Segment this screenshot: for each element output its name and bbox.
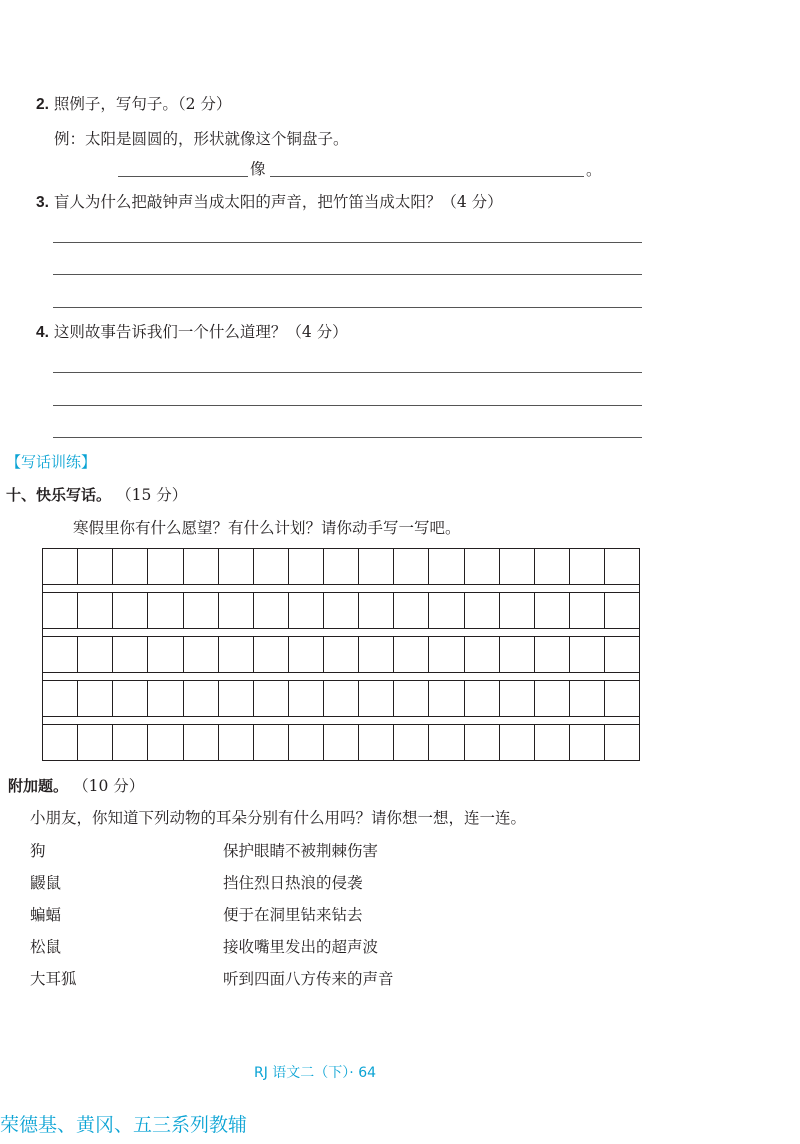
answer-line[interactable]: [53, 437, 642, 438]
function-item[interactable]: 挡住烈日热浪的侵袭: [223, 874, 363, 892]
grid-cell[interactable]: [465, 593, 500, 628]
animal-item[interactable]: 蝙蝠: [30, 906, 62, 924]
grid-cell[interactable]: [43, 637, 78, 672]
grid-cell[interactable]: [113, 725, 148, 760]
grid-cell[interactable]: [500, 637, 535, 672]
grid-cell[interactable]: [184, 593, 219, 628]
answer-line[interactable]: [53, 242, 642, 243]
question-10-prompt: 寒假里你有什么愿望？有什么计划？请你动手写一写吧。: [73, 519, 461, 537]
grid-cell[interactable]: [289, 637, 324, 672]
grid-cell[interactable]: [289, 549, 324, 584]
grid-cell[interactable]: [394, 681, 429, 716]
grid-cell[interactable]: [429, 725, 464, 760]
answer-blank-1[interactable]: [118, 176, 248, 177]
bonus-score: （10 分）: [73, 777, 145, 795]
grid-cell[interactable]: [78, 637, 113, 672]
answer-line[interactable]: [53, 274, 642, 275]
animal-item[interactable]: 大耳狐: [30, 970, 77, 988]
grid-cell[interactable]: [605, 725, 639, 760]
grid-cell[interactable]: [184, 725, 219, 760]
grid-cell[interactable]: [148, 681, 183, 716]
grid-row: [43, 637, 639, 673]
question-3-number: 3.: [36, 194, 49, 211]
animal-item[interactable]: 鼹鼠: [30, 874, 62, 892]
question-2-example: 例：太阳是圆圆的，形状就像这个铜盘子。: [54, 130, 349, 148]
writing-grid[interactable]: [42, 548, 640, 761]
animal-item[interactable]: 松鼠: [30, 938, 62, 956]
grid-cell[interactable]: [148, 725, 183, 760]
question-3: [36, 190, 503, 212]
grid-cell[interactable]: [535, 637, 570, 672]
grid-cell[interactable]: [605, 681, 639, 716]
grid-row: [43, 549, 639, 585]
grid-cell[interactable]: [113, 681, 148, 716]
grid-cell[interactable]: [254, 681, 289, 716]
grid-cell[interactable]: [324, 549, 359, 584]
grid-cell[interactable]: [535, 549, 570, 584]
grid-cell[interactable]: [289, 725, 324, 760]
grid-cell[interactable]: [324, 725, 359, 760]
answer-blank-2[interactable]: [270, 176, 584, 177]
grid-cell[interactable]: [500, 681, 535, 716]
function-item[interactable]: 便于在洞里钻来钻去: [223, 906, 363, 924]
grid-cell[interactable]: [254, 549, 289, 584]
grid-cell[interactable]: [43, 549, 78, 584]
grid-cell[interactable]: [219, 681, 254, 716]
grid-cell[interactable]: [359, 725, 394, 760]
answer-line[interactable]: [53, 405, 642, 406]
connector-word: 像: [250, 160, 266, 178]
grid-cell[interactable]: [359, 681, 394, 716]
grid-cell[interactable]: [289, 681, 324, 716]
grid-cell[interactable]: [43, 725, 78, 760]
grid-cell[interactable]: [605, 593, 639, 628]
grid-row-gap: [43, 629, 639, 637]
bonus-prompt: 小朋友，你知道下列动物的耳朵分别有什么用吗？请你想一想，连一连。: [30, 809, 527, 827]
grid-cell[interactable]: [254, 593, 289, 628]
grid-row-gap: [43, 673, 639, 681]
grid-cell[interactable]: [465, 725, 500, 760]
grid-cell[interactable]: [429, 593, 464, 628]
grid-cell[interactable]: [184, 637, 219, 672]
grid-cell[interactable]: [324, 681, 359, 716]
grid-cell[interactable]: [219, 637, 254, 672]
grid-cell[interactable]: [219, 593, 254, 628]
brand-footer: 荣德基、黄冈、五三系列教辅: [0, 1114, 248, 1136]
grid-cell[interactable]: [535, 681, 570, 716]
grid-cell[interactable]: [78, 549, 113, 584]
grid-cell[interactable]: [219, 725, 254, 760]
question-10-title: 十、快乐写话。: [6, 486, 112, 504]
grid-cell[interactable]: [184, 681, 219, 716]
grid-row-gap: [43, 585, 639, 593]
grid-cell[interactable]: [394, 637, 429, 672]
function-item[interactable]: 听到四面八方传来的声音: [223, 970, 394, 988]
grid-cell[interactable]: [359, 637, 394, 672]
grid-cell[interactable]: [500, 725, 535, 760]
grid-cell[interactable]: [429, 681, 464, 716]
question-10-heading: [6, 483, 187, 505]
question-4: [36, 320, 348, 342]
grid-cell[interactable]: [465, 681, 500, 716]
grid-cell[interactable]: [78, 593, 113, 628]
grid-cell[interactable]: [113, 549, 148, 584]
grid-cell[interactable]: [570, 725, 605, 760]
grid-cell[interactable]: [78, 725, 113, 760]
answer-line[interactable]: [53, 307, 642, 308]
function-item[interactable]: 接收嘴里发出的超声波: [223, 938, 379, 956]
grid-cell[interactable]: [324, 593, 359, 628]
grid-cell[interactable]: [359, 593, 394, 628]
grid-cell[interactable]: [570, 681, 605, 716]
grid-cell[interactable]: [113, 637, 148, 672]
grid-cell[interactable]: [429, 637, 464, 672]
grid-row-gap: [43, 717, 639, 725]
grid-cell[interactable]: [394, 593, 429, 628]
grid-cell[interactable]: [254, 637, 289, 672]
grid-cell[interactable]: [359, 549, 394, 584]
section-tag-writing: 【写话训练】: [6, 453, 97, 471]
grid-cell[interactable]: [43, 681, 78, 716]
question-3-text: 盲人为什么把敲钟声当成太阳的声音，把竹笛当成太阳？（4 分）: [53, 193, 503, 211]
animal-item[interactable]: 狗: [30, 842, 46, 860]
question-10-score: （15 分）: [116, 486, 188, 504]
grid-cell[interactable]: [535, 725, 570, 760]
question-2-text: 照例子，写句子。（2 分）: [53, 95, 232, 113]
grid-cell[interactable]: [219, 549, 254, 584]
grid-cell[interactable]: [148, 637, 183, 672]
grid-cell[interactable]: [394, 725, 429, 760]
grid-cell[interactable]: [429, 549, 464, 584]
grid-cell[interactable]: [289, 593, 324, 628]
grid-cell[interactable]: [535, 593, 570, 628]
grid-cell[interactable]: [148, 593, 183, 628]
bonus-heading: [8, 774, 144, 796]
grid-cell[interactable]: [394, 549, 429, 584]
grid-row: [43, 593, 639, 629]
answer-line[interactable]: [53, 372, 642, 373]
grid-cell[interactable]: [148, 549, 183, 584]
grid-cell[interactable]: [570, 549, 605, 584]
grid-cell[interactable]: [570, 637, 605, 672]
grid-cell[interactable]: [113, 593, 148, 628]
grid-cell[interactable]: [78, 681, 113, 716]
grid-cell[interactable]: [500, 593, 535, 628]
page-number: RJ 语文二（下）· 64: [254, 1065, 377, 1081]
grid-cell[interactable]: [500, 549, 535, 584]
grid-cell[interactable]: [465, 637, 500, 672]
function-item[interactable]: 保护眼睛不被荆棘伤害: [223, 842, 379, 860]
grid-cell[interactable]: [605, 637, 639, 672]
grid-cell[interactable]: [605, 549, 639, 584]
grid-cell[interactable]: [43, 593, 78, 628]
question-2-number: 2.: [36, 96, 49, 113]
grid-row: [43, 725, 639, 761]
grid-cell[interactable]: [570, 593, 605, 628]
question-4-number: 4.: [36, 324, 49, 341]
end-period: 。: [586, 161, 602, 179]
question-2: [36, 92, 231, 114]
bonus-title: 附加题。: [8, 777, 69, 795]
grid-cell[interactable]: [465, 549, 500, 584]
grid-cell[interactable]: [324, 637, 359, 672]
grid-cell[interactable]: [254, 725, 289, 760]
grid-cell[interactable]: [184, 549, 219, 584]
question-4-text: 这则故事告诉我们一个什么道理？（4 分）: [53, 323, 348, 341]
grid-row: [43, 681, 639, 717]
